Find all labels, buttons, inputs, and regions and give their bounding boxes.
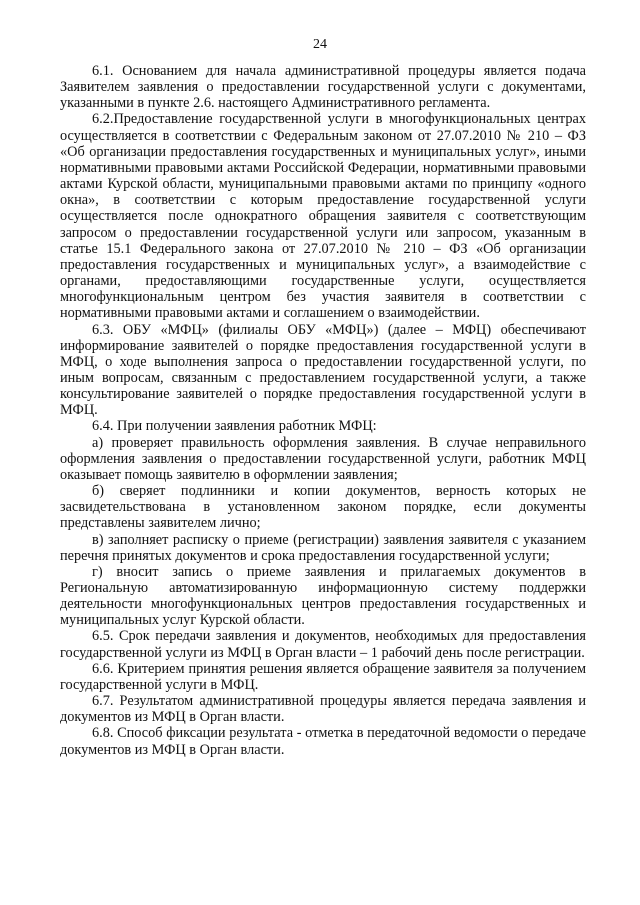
paragraph-6-3: 6.3. ОБУ «МФЦ» (филиалы ОБУ «МФЦ») (далее – МФЦ) обеспечивают информирование заявителей о порядке предоставления государственной услуги в МФЦ, о ходе выполнения запроса о предоставлении государственной услуги, по иным вопросам, связанным с предоставлением государственной услуги, а также консультирование заявителей о порядке предоставления государственной услуги в МФЦ. bbox=[60, 321, 586, 419]
paragraph-6-4-v: в) заполняет расписку о приеме (регистрации) заявления заявителя с указанием перечня принятых документов и срока предоставления государственной услуги; bbox=[60, 531, 586, 564]
paragraph-6-4: 6.4. При получении заявления работник МФЦ: bbox=[92, 418, 377, 435]
page-number: 24 bbox=[313, 37, 327, 52]
paragraph-6-7: 6.7. Результатом административной процедуры является передача заявления и документов из МФЦ в Орган власти. bbox=[60, 693, 586, 726]
paragraph-6-6: 6.6. Критерием принятия решения является обращение заявителя за получением государственной услуги в МФЦ. bbox=[60, 660, 586, 693]
paragraph-6-4-g: г) вносит запись о приеме заявления и прилагаемых документов в Региональную автоматизированную информационную систему поддержки деятельности многофункциональных центров предоставления государственных и муниципальных услуг Курской области. bbox=[60, 563, 586, 629]
paragraph-6-1: 6.1. Основанием для начала административной процедуры является подача Заявителем заявления о предоставлении государственной услуги с документами, указанными в пункте 2.6. настоящего Административного регламента. bbox=[60, 63, 586, 112]
paragraph-6-2: 6.2.Предоставление государственной услуги в многофункциональных центрах осуществляется в соответствии с Федеральным законом от 27.07.2010 № 210 – ФЗ «Об организации предоставления государственных и муниципальных услуг», иными нормативными правовыми актами Российской Федерации, нормативными правовыми актами Курской области, муниципальными правовыми актами по принципу «одного окна», в соответствии с которым предоставление государственной услуги осуществляется после однократного обращения заявителя с соответствующим запросом о предоставлении государственной услуги или запросом, указанным в статье 15.1 Федерального закона от 27.07.2010 № 210 – ФЗ «Об организации предоставления государственных и муниципальных услуг», а взаимодействие с органами, предоставляющими государственные услуги, осуществляется многофункциональным центром без участия заявителя в соответствии с нормативными правовыми актами и соглашением о взаимодействии. bbox=[60, 111, 586, 322]
paragraph-6-8: 6.8. Способ фиксации результата - отметка в передаточной ведомости о передаче документов из МФЦ в Орган власти. bbox=[60, 725, 586, 758]
paragraph-6-4-b: б) сверяет подлинники и копии документов, верность которых не засвидетельствована в установленном законом порядке, если документы представлены заявителем лично; bbox=[60, 483, 586, 532]
document-body bbox=[60, 63, 586, 758]
paragraph-6-4-a: а) проверяет правильность оформления заявления. В случае неправильного оформления заявления о предоставлении государственной услуги, работник МФЦ оказывает помощь заявителю в оформлении заявления; bbox=[60, 434, 586, 483]
paragraph-6-5: 6.5. Срок передачи заявления и документов, необходимых для предоставления государственной услуги из МФЦ в Орган власти – 1 рабочий день после регистрации. bbox=[60, 628, 586, 661]
